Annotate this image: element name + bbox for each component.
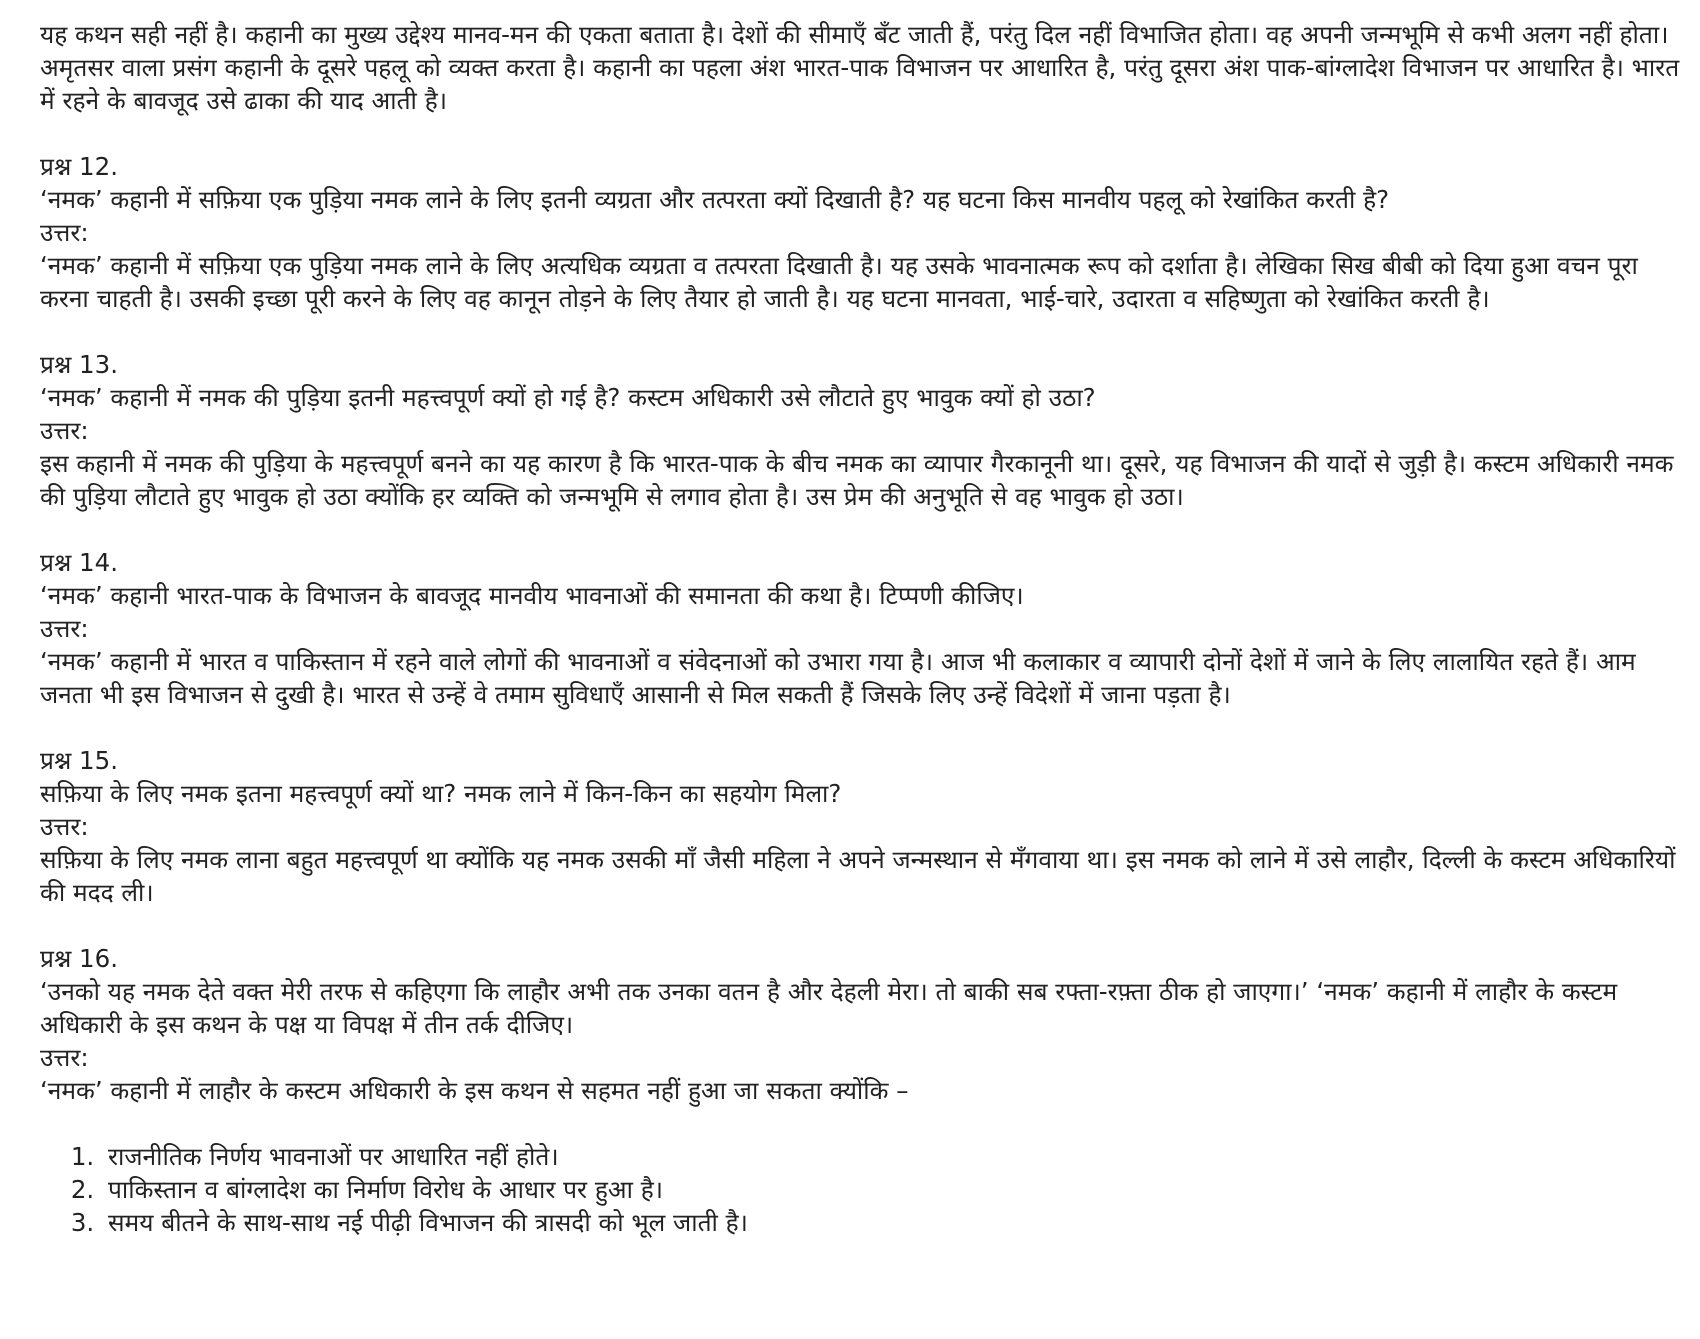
question-block-15 (40, 744, 1680, 909)
question-label: प्रश्न 12. (40, 152, 119, 181)
list-item: 3. समय बीतने के साथ-साथ नई पीढ़ी विभाजन की त्रासदी को भूल जाती है। (102, 1206, 1680, 1239)
answer-text: इस कहानी में नमक की पुड़िया के महत्त्वपूर्ण बनने का यह कारण है कि भारत-पाक के बीच नमक का व्यापार गैरकानूनी था। दूसरे, यह विभाजन की यादों से जुड़ी है। कस्टम अधिकारी नमक की पुड़िया लौटाते हुए भावुक हो उठा क्योंकि हर व्यक्ति को जन्मभूमि से लगाव होता है। उस प्रेम की अनुभूति से वह भावुक हो उठा। (40, 449, 1674, 511)
argument-list (40, 1140, 1680, 1239)
answer-text: ‘नमक’ कहानी में लाहौर के कस्टम अधिकारी के इस कथन से सहमत नहीं हुआ जा सकता क्योंकि – (40, 1076, 909, 1105)
question-text: ‘नमक’ कहानी में सफ़िया एक पुड़िया नमक लाने के लिए इतनी व्यग्रता और तत्परता क्यों दिखाती है? यह घटना किस मानवीय पहलू को रेखांकित करती है? (40, 185, 1390, 214)
question-text: सफ़िया के लिए नमक इतना महत्त्वपूर्ण क्यों था? नमक लाने में किन-किन का सहयोग मिला? (40, 779, 842, 808)
list-item: 1. राजनीतिक निर्णय भावनाओं पर आधारित नहीं होते। (102, 1140, 1680, 1173)
answer-label: उत्तर: (40, 812, 89, 841)
intro-paragraph: यह कथन सही नहीं है। कहानी का मुख्य उद्देश्य मानव-मन की एकता बताता है। देशों की सीमाएँ बँट जाती हैं, परंतु दिल नहीं विभाजित होता। वह अपनी जन्मभूमि से कभी अलग नहीं होता। अमृतसर वाला प्रसंग कहानी के दूसरे पहलू को व्यक्त करता है। कहानी का पहला अंश भारत-पाक विभाजन पर आधारित है, परंतु दूसरा अंश पाक-बांग्लादेश विभाजन पर आधारित है। भारत में रहने के बावजूद उसे ढाका की याद आती है। (40, 20, 1680, 115)
question-text: ‘नमक’ कहानी में नमक की पुड़िया इतनी महत्त्वपूर्ण क्यों हो गई है? कस्टम अधिकारी उसे लौटाते हुए भावुक क्यों हो उठा? (40, 383, 1096, 412)
question-label: प्रश्न 14. (40, 548, 119, 577)
answer-label: उत्तर: (40, 218, 89, 247)
question-block-16 (40, 942, 1680, 1107)
answer-text: ‘नमक’ कहानी में भारत व पाकिस्तान में रहने वाले लोगों की भावनाओं व संवेदनाओं को उभारा गया है। आज भी कलाकार व व्यापारी दोनों देशों में जाने के लिए लालायित रहते हैं। आम जनता भी इस विभाजन से दुखी है। भारत से उन्हें वे तमाम सुविधाएँ आसानी से मिल सकती हैं जिसके लिए उन्हें विदेशों में जाना पड़ता है। (40, 647, 1636, 709)
answer-label: उत्तर: (40, 416, 89, 445)
question-text: ‘उनको यह नमक देते वक्त मेरी तरफ से कहिएगा कि लाहौर अभी तक उनका वतन है और देहली मेरा। तो बाकी सब रफ्ता-रफ़्ता ठीक हो जाएगा।’ ‘नमक’ कहानी में लाहौर के कस्टम अधिकारी के इस कथन के पक्ष या विपक्ष में तीन तर्क दीजिए। (40, 977, 1618, 1039)
document-page (40, 18, 1680, 1239)
question-block-14 (40, 546, 1680, 711)
question-text: ‘नमक’ कहानी भारत-पाक के विभाजन के बावजूद मानवीय भावनाओं की समानता की कथा है। टिप्पणी कीजिए। (40, 581, 1024, 610)
list-item: 2. पाकिस्तान व बांग्लादेश का निर्माण विरोध के आधार पर हुआ है। (102, 1173, 1680, 1206)
question-block-12 (40, 150, 1680, 315)
question-label: प्रश्न 13. (40, 350, 119, 379)
answer-text: सफ़िया के लिए नमक लाना बहुत महत्त्वपूर्ण था क्योंकि यह नमक उसकी माँ जैसी महिला ने अपने जन्मस्थान से मँगवाया था। इस नमक को लाने में उसे लाहौर, दिल्ली के कस्टम अधिकारियों की मदद ली। (40, 845, 1676, 907)
question-label: प्रश्न 15. (40, 746, 119, 775)
question-block-13 (40, 348, 1680, 513)
question-label: प्रश्न 16. (40, 944, 119, 973)
answer-label: उत्तर: (40, 614, 89, 643)
answer-text: ‘नमक’ कहानी में सफ़िया एक पुड़िया नमक लाने के लिए अत्यधिक व्यग्रता व तत्परता दिखाती है। यह उसके भावनात्मक रूप को दर्शाता है। लेखिका सिख बीबी को दिया हुआ वचन पूरा करना चाहती है। उसकी इच्छा पूरी करने के लिए वह कानून तोड़ने के लिए तैयार हो जाती है। यह घटना मानवता, भाई-चारे, उदारता व सहिष्णुता को रेखांकित करती है। (40, 251, 1638, 313)
answer-label: उत्तर: (40, 1043, 89, 1072)
